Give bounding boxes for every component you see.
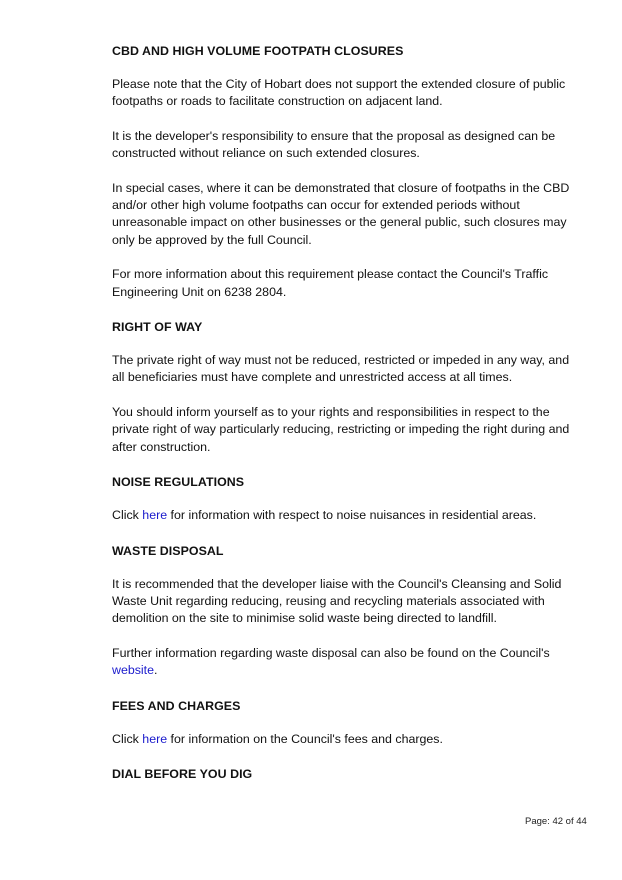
text-fragment: Click: [112, 508, 143, 523]
paragraph: Please note that the City of Hobart does not support the extended closure of public footpaths or roads to facilitate construction on adjacent land.: [112, 77, 566, 109]
paragraph: [112, 731, 582, 748]
text-fragment: for information on the Council's fees and charges.: [167, 731, 443, 746]
section-heading: NOISE REGULATIONS: [112, 475, 245, 490]
noise-info-link[interactable]: here: [142, 508, 168, 523]
text-fragment: Click: [112, 731, 143, 746]
paragraph: You should inform yourself as to your rights and responsibilities in respect to the private right of way particularly reducing, restricting or impeding the right during and after construction.: [112, 404, 570, 454]
text-fragment: Further information regarding waste disposal can also be found on the Council's: [112, 645, 550, 660]
fees-info-link[interactable]: here: [142, 731, 168, 746]
section-heading: FEES AND CHARGES: [112, 698, 241, 713]
paragraph: For more information about this requirement please contact the Council's Traffic Engineering Unit on 6238 2804.: [112, 267, 549, 299]
section-heading: RIGHT OF WAY: [112, 320, 203, 335]
section-heading: DIAL BEFORE YOU DIG: [112, 766, 253, 781]
section-noise-regulations: [112, 473, 582, 524]
section-right-of-way: [112, 318, 582, 456]
text-fragment: for information with respect to noise nuisances in residential areas.: [167, 508, 537, 523]
document-page: [112, 42, 582, 799]
section-waste-disposal: [112, 542, 582, 680]
section-heading: CBD AND HIGH VOLUME FOOTPATH CLOSURES: [112, 44, 404, 58]
section-footpath-closures: [112, 42, 582, 301]
waste-website-link[interactable]: website: [112, 663, 155, 678]
section-dial-before-you-dig: [112, 765, 582, 783]
page-number: Page: 42 of 44: [525, 816, 587, 827]
paragraph: In special cases, where it can be demonstrated that closure of footpaths in the CBD and/or other high volume footpaths can occur for extended periods without unreasonable impact on other businesses or the general public, such closures may only be approved by the full Council.: [112, 180, 570, 247]
paragraph: It is the developer's responsibility to ensure that the proposal as designed can be constructed without reliance on such extended closures.: [112, 128, 556, 161]
paragraph: [112, 507, 582, 524]
paragraph: The private right of way must not be reduced, restricted or impeded in any way, and all beneficiaries must have complete and unrestricted access at all times.: [112, 353, 570, 385]
section-fees-and-charges: [112, 697, 582, 748]
paragraph: [112, 645, 582, 680]
paragraph: It is recommended that the developer liaise with the Council's Cleansing and Solid Waste Unit regarding reducing, reusing and recycling materials associated with demolition on the site to minimise solid waste being directed to landfill.: [112, 576, 562, 626]
section-heading: WASTE DISPOSAL: [112, 543, 224, 558]
text-fragment: .: [154, 663, 158, 678]
